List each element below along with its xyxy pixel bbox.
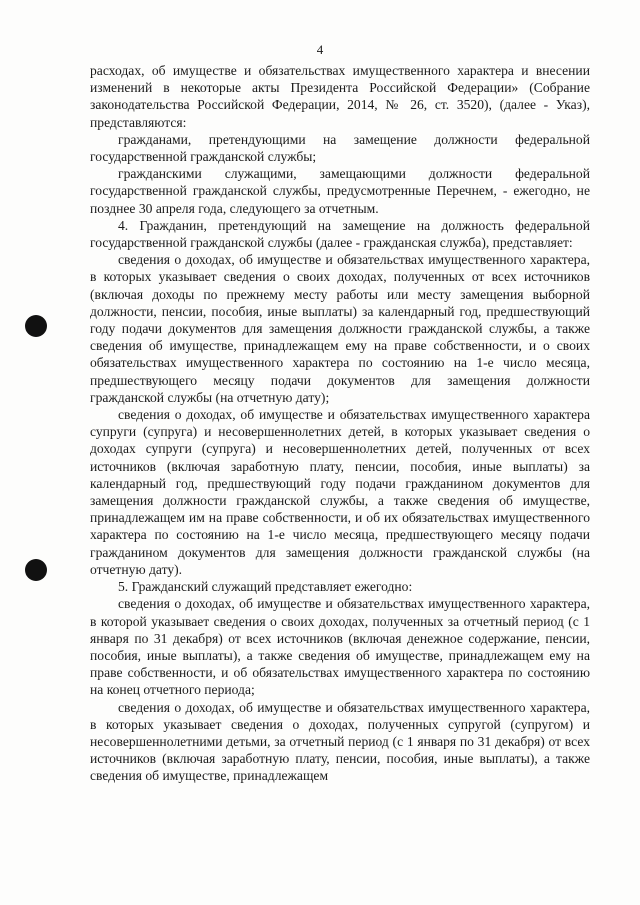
paragraph-item-5: 5. Гражданский служащий представляет ежегодно: [118,579,413,595]
paragraph-servant-spouse-income: сведения о доходах, об имуществе и обязательствах имущественного характера, в которых указывает сведения о доходах, полученных супругой (супругом) и несовершеннолетними детьми, за отчетный период (с 1 января по 31 декабря) от всех источников (включая заработную плату, пенсии, пособия, иные выплаты), а также сведения об имуществе, принадлежащем [90,699,590,784]
paragraph-civil-servants: гражданскими служащими, замещающими должности федеральной государственной гражданской службы, предусмотренные Перечнем, - ежегодно, не позднее 30 апреля года, следующего за отчетным. [90,166,590,216]
punch-hole-top [25,315,47,337]
document-body [90,62,590,785]
paragraph-own-income: сведения о доходах, об имуществе и обязательствах имущественного характера, в которых указывает сведения о своих доходах, полученных от всех источников (включая доходы по прежнему месту работы или месту замещения выборной должности, пенсии, пособия, иные выплаты) за календарный год, предшествующий году подачи документов для замещения должности гражданской службы, а также сведения об имуществе, принадлежащем ему на праве собственности, и о своих обязательствах имущественного характера по состоянию на 1-е число месяца, предшествующего месяцу подачи документов для замещения должности гражданской службы (на отчетную дату); [90,252,590,405]
punch-hole-bottom [25,559,47,581]
paragraph-servant-own-income: сведения о доходах, об имуществе и обязательствах имущественного характера, в которой указывает сведения о своих доходах, полученных за отчетный период (с 1 января по 31 декабря) от всех источников (включая денежное содержание, пенсии, пособия, иные выплаты), а также сведения об имуществе, принадлежащем ему на праве собственности, и об обязательствах имущественного характера по состоянию на конец отчетного периода; [90,596,590,698]
paragraph-item-4: 4. Гражданин, претендующий на замещение на должность федеральной государственной гражданской службы (далее - гражданская служба), представляет: [90,217,590,251]
paragraph-decree-reference: расходах, об имуществе и обязательствах имущественного характера и внесении изменений в некоторые акты Президента Российской Федерации» (Собрание законодательства Российской Федерации, 2014, № 26, ст. 3520), (далее - Указ), представляются: [90,63,590,130]
page-number: 4 [316,42,324,57]
paragraph-citizens: гражданами, претендующими на замещение должности федеральной государственной гражданской службы; [90,131,590,165]
paragraph-spouse-income: сведения о доходах, об имуществе и обязательствах имущественного характера супруги (супруга) и несовершеннолетних детей, в которых указывает сведения о доходах супруги (супруга) и несовершеннолетних детей, полученных от всех источников (включая заработную плату, пенсии, пособия, иные выплаты) за календарный год, предшествующий году подачи гражданином документов для замещения должности гражданской службы, а также сведения об имуществе, принадлежащем им на праве собственности, и об их обязательствах имущественного характера по состоянию на 1-е число месяца, предшествующего месяцу подачи гражданином документов для замещения должности гражданской службы (на отчетную дату). [90,407,590,577]
